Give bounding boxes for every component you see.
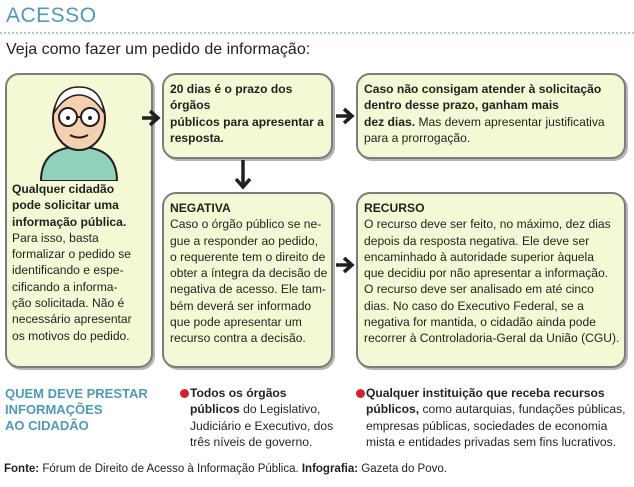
title-divider [0,32,634,35]
arrow-right-icon [140,108,164,128]
negative-line-3: o requerente tem o direito de [170,249,326,264]
who-heading [5,386,148,434]
citizen-avatar-icon [27,77,131,181]
citizen-body-line-1: Para isso, basta [12,230,99,245]
appeal-line-4: que decidiu por não apresentar a informação. [364,266,609,281]
citizen-heading-line-1: Qualquer cidadão [12,182,115,196]
extension-line-4: para a prorrogação. [364,130,471,145]
appeal-line-8: recorrer à Controladoria-Geral da União (CGU). [364,331,620,346]
citizen-heading-line-2: pode solicitar uma [12,198,119,213]
bullet-public-bodies [190,385,350,450]
bullet1-line-1: Todos os órgãos [190,386,287,400]
appeal-box [356,192,626,368]
bullet-dot-icon [180,389,189,398]
extension-line-3: dez dias. Mas devem apresentar justificativa [364,114,605,129]
appeal-line-3: encaminhado à autoridade superior àquela [364,249,594,264]
citizen-heading-line-3: informação pública. [12,214,127,229]
negative-line-8: recurso contra a decisão. [170,331,306,346]
bullet1-line-4: três níveis de governo. [190,434,313,449]
page-subtitle: Veja como fazer um pedido de informação: [6,41,311,58]
appeal-line-2: depois da resposta negativa. Ele deve ser [364,233,590,248]
negative-box [162,192,333,368]
bullet-institutions [366,385,632,450]
who-heading-line-1: QUEM DEVE PRESTAR [5,386,148,401]
negative-line-1: Caso o órgão público se ne- [170,217,322,232]
appeal-heading: RECURSO [364,201,425,215]
extension-box [356,73,626,159]
bullet2-line-3: empresas públicas, sociedades de economia [366,418,608,433]
extension-line-2: dentro desse prazo, ganham mais [364,98,559,113]
citizen-body-line-5: ção solicitada. Não é [12,296,125,311]
arrow-right-icon [334,255,358,275]
bullet2-line-2: públicos, como autarquias, fundações públicas, [366,402,626,417]
source-credit: Fonte: Fórum de Direito de Acesso à Informação Pública. Infografia: Gazeta do Povo. [4,463,447,475]
citizen-body-line-4: cificando a informa- [12,279,118,294]
arrow-right-icon [334,106,358,126]
bullet2-line-4: mista e entidades privadas sem fins lucrativos. [366,434,617,449]
deadline-box [162,73,333,159]
negative-line-2: gue a responder ao pedido, [170,233,318,248]
negative-heading: NEGATIVA [170,201,231,215]
bullet2-line-1: Qualquer instituição que receba recursos [366,386,605,400]
who-heading-line-3: AO CIDADÃO [5,418,89,433]
appeal-line-5: O recurso deve ser analisado em até cinco [364,282,594,297]
page-title: ACESSO [6,4,97,27]
bullet-dot-icon [356,389,365,398]
who-heading-line-2: INFORMAÇÕES [5,402,103,417]
negative-line-7: que pode apresentar um [170,315,302,330]
bullet1-line-2: públicos do Legislativo, [190,402,321,417]
appeal-line-7: negativa for mantida, o cidadão ainda pode [364,315,596,330]
appeal-line-1: O recurso deve ser feito, no máximo, dez dias [364,217,611,232]
deadline-line-1: 20 dias é o prazo dos órgãos [170,82,293,113]
citizen-body-line-7: os motivos do pedido. [12,328,130,343]
appeal-line-6: dias. No caso do Executivo Federal, se a [364,298,584,313]
citizen-body-line-3: identificando e espe- [12,263,124,278]
negative-line-4: obter a íntegra da decisão de [170,266,328,281]
arrow-down-icon [233,159,253,191]
negative-line-6: bém deverá ser informado [170,298,312,313]
citizen-box [5,73,153,368]
deadline-line-3: resposta. [170,130,224,145]
negative-line-5: negativa de acesso. Ele tam- [170,282,326,297]
citizen-body-line-6: necessário apresentar [12,312,132,327]
bullet1-line-3: Judiciário e Executivo, dos [190,418,334,433]
extension-line-1: Caso não consigam atender à solicitação [364,82,602,96]
deadline-line-2: públicos para apresentar a [170,114,324,129]
citizen-body-line-2: formalizar o pedido se [12,247,131,262]
